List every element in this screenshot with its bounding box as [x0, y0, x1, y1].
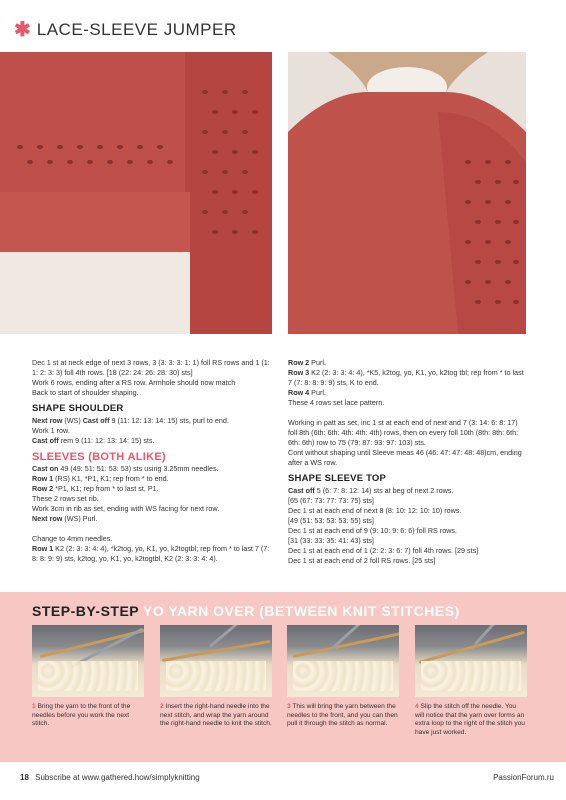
pattern-text: Work 3cm in rib as set, ending with WS facing for next row.: [32, 504, 220, 513]
step-photo-4: [415, 625, 527, 697]
step-photo-3: [287, 625, 399, 697]
step-photo-1: [32, 625, 144, 697]
jumper-photo-front: [288, 52, 526, 334]
row-label: Cast off: [288, 486, 315, 495]
jumper-front-illustration: [288, 52, 526, 334]
knitted-loops: [166, 661, 266, 691]
step-text: Bring the yarn to the front of the needles before you work the next stitch.: [32, 703, 131, 728]
pattern-text: [32, 514, 272, 524]
row-label: Next row: [32, 416, 63, 425]
step-by-step-subtitle: YO YARN OVER (BETWEEN KNIT STITCHES): [143, 603, 460, 619]
step-caption-1: [32, 703, 144, 729]
pattern-text: [288, 388, 526, 398]
step-caption-2: [160, 703, 272, 729]
row-label: Row 1: [32, 474, 54, 483]
step-text: Insert the right-hand needle into the next stitch, and wrap the yarn around the right-hand needle to knit the stitch.: [160, 703, 272, 728]
pattern-text: Working in patt as set, inc 1 st at each end of next and 7 (3: 14: 6: 8: 17) foll 8th (6th: 6th: 4th: 4th: 4th) rows, then on every foll 10th (8th: 8th: 6th: 6th: 6th) row to 75 (79: 87: 93: 97: 103) sts.: [288, 418, 519, 447]
knitted-loops: [293, 661, 393, 691]
row-text: Purl.: [309, 358, 326, 367]
needle: [419, 631, 526, 664]
row-label: Row 2: [288, 358, 310, 367]
pattern-text: [65 (67: 73: 77: 73: 75) sts]: [288, 496, 374, 505]
pattern-text: Dec 1 st at each end of 9 (9: 10: 9: 6: 6) foll RS rows.: [288, 526, 457, 535]
pattern-text: Dec 1 st at each end of 1 (2: 2: 3: 6: 7) foll 4th rows. [29 sts]: [288, 546, 479, 555]
sleeves-heading: SLEEVES (BOTH ALIKE): [32, 451, 166, 463]
step-number: 2: [160, 703, 164, 710]
step-caption-3: [287, 703, 399, 729]
pattern-text: [32, 464, 272, 474]
row-text: 9 (11: 12: 13: 14: 15) sts, purl to end.: [109, 416, 229, 425]
pattern-left-column: [32, 358, 272, 564]
page-title: LACE-SLEEVE JUMPER: [36, 20, 237, 39]
row-label: Next row: [32, 514, 63, 523]
step-number: 3: [287, 703, 291, 710]
spacer: [32, 524, 272, 534]
row-text: (WS): [62, 416, 83, 425]
page-number: 18: [20, 773, 29, 782]
knitted-loops: [421, 661, 521, 691]
knitted-loops: [38, 661, 138, 691]
pattern-text: [32, 474, 272, 484]
step-by-step-label: STEP-BY-STEP: [32, 603, 139, 619]
row-text: 49 (49: 51: 51: 53: 53) sts using 3.25mm needles.: [58, 464, 219, 473]
row-text: (RS) K1, *P1, K1; rep from * to end.: [53, 474, 169, 483]
row-label: Cast off: [82, 416, 110, 425]
pattern-text: [288, 358, 526, 368]
pattern-text: [32, 416, 272, 426]
step-number: 1: [32, 703, 36, 710]
pattern-text: These 4 rows set lace pattern.: [288, 398, 385, 407]
asterisk-icon: ✱: [14, 19, 31, 41]
pattern-text: [31 (33: 33: 35: 41: 43) sts]: [288, 536, 374, 545]
pattern-text: Dec 1 st at neck edge of next 3 rows, 3 (3: 3: 3: 1: 1) foll RS rows and 1 (1: 1: 2: 3: 3) foll 4th rows. [18 (22: 24: 26: 28: 30) sts]: [32, 358, 270, 377]
row-text: Purl.: [309, 388, 326, 397]
pattern-text: [32, 484, 272, 494]
pattern-text: Back to start of shoulder shaping.: [32, 388, 139, 397]
row-text: *P1, K1; rep from * to last st, P1.: [53, 484, 159, 493]
pattern-text: [32, 436, 272, 446]
step-by-step-title: [32, 603, 460, 619]
row-label: Row 2: [32, 484, 54, 493]
step-text: This will bring the yarn between the needles to the front, and you can then pull it through the stitch as normal.: [287, 703, 398, 728]
row-text: (WS) Purl.: [62, 514, 98, 523]
pattern-text: Dec 1 st at each end of 2 foll RS rows. [25 sts]: [288, 556, 436, 565]
pattern-text: Cont without shaping until Sleeve meas 46 (46: 47: 47: 48: 48)cm, ending after a WS row.: [288, 448, 522, 467]
pattern-text: [288, 486, 526, 496]
row-label: Cast off: [32, 436, 59, 445]
pattern-text: Work 1 row.: [32, 426, 70, 435]
row-label: Cast on: [32, 464, 59, 473]
pattern-text: Work 6 rows, ending after a RS row. Armhole should now match: [32, 378, 236, 387]
row-text: rem 9 (11: 12: 13: 14: 15) sts.: [58, 436, 155, 445]
pattern-text: Dec 1 st at each end of next 8 (8: 10: 12: 10: 10) rows.: [288, 506, 462, 515]
step-text: Slip the stitch off the needle. You will notice that the yarn over forms an extra loop to the right of the stitch you have just worked.: [415, 703, 525, 736]
row-label: Row 1: [32, 544, 54, 553]
shape-shoulder-heading: SHAPE SHOULDER: [32, 403, 124, 414]
row-label: Row 4: [288, 388, 310, 397]
row-text: K2 (2: 3: 3: 4: 4), *k2tog, yo, K1, yo, k2togtbl; rep from * to last 7 (7: 8: 8: 9: 9) sts, k2tog, yo, K1, yo, k2togtbl, K2 (2: 3: 3: 4: 4).: [32, 544, 270, 563]
jumper-photo-hem: [0, 52, 272, 334]
subscribe-link[interactable]: Subscribe at www.gathered.how/simplyknitting: [35, 773, 200, 782]
pattern-text: These 2 rows set rib.: [32, 494, 99, 503]
step-number: 4: [415, 703, 419, 710]
pattern-text: Change to 4mm needles.: [32, 534, 113, 543]
row-label: Row 3: [288, 368, 310, 377]
pattern-right-column: [288, 358, 526, 566]
spacer: [288, 408, 526, 418]
page-header: [14, 20, 237, 40]
step-photo-2: [160, 625, 272, 697]
row-text: 5 (6: 7: 8: 12: 14) sts at beg of next 2 rows.: [314, 486, 454, 495]
step-caption-4: [415, 703, 527, 737]
shape-sleeve-top-heading: SHAPE SLEEVE TOP: [288, 473, 387, 484]
row-text: K2 (2: 3: 3: 4: 4), *K5, k2tog, yo, K1, yo, k2tog tbl; rep from * to last 7 (7: 8: 8: 9: 9) sts, K to end.: [288, 368, 524, 387]
watermark: PassionForum.ru: [493, 773, 554, 782]
pattern-text: [288, 368, 526, 388]
page-footer: [20, 773, 200, 782]
pattern-text: [32, 544, 272, 564]
jumper-hem-illustration: [0, 52, 272, 334]
pattern-text: [49 (51: 53: 53: 53: 55) sts]: [288, 516, 374, 525]
